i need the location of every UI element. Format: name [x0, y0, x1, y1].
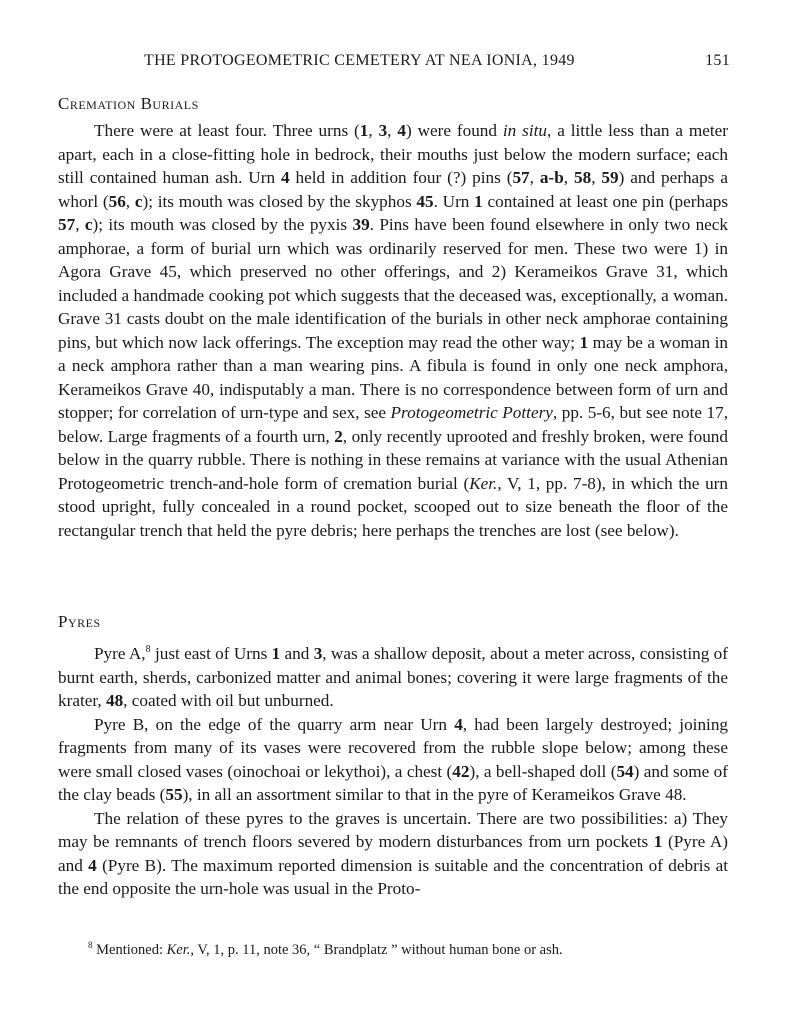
pyre-b-paragraph: Pyre B, on the edge of the quarry arm near Urn 4, had been largely destroyed; joining fragments from many of its vases were recovered from the rubble slope below; among these were small closed vases (oinochoai or lekythoi), a chest (42), a bell-shaped doll (54) and some of the clay beads (55), in all an assortment similar to that in the pyre of Kerameikos Grave 48. — [58, 714, 729, 804]
pyres-section — [58, 642, 728, 901]
section-heading-pyres: Pyres — [58, 612, 101, 631]
pyre-a-paragraph: Pyre A,$^8$ just east of Urns 1 and 3, was a shallow deposit, about a meter across, consisting of burnt earth, sherds, carbonized matter and animal bones; covering it were large fragments of the krater, 48, coated with oil but unburned. — [58, 644, 728, 710]
section-heading-cremation-burials: Cremation Burials — [58, 94, 199, 113]
page-number: 151 — [705, 52, 730, 69]
footnote-number: 8 — [88, 940, 93, 950]
pyre-relation-paragraph: The relation of these pyres to the graves is uncertain. There are two possibilities: a) They may be remnants of trench floors severed by modern disturbances from urn pockets 1 (Pyre A) and 4 (Pyre B). The maximum reported dimension is suitable and the concentration of debris at the end opposite the urn-hole was usual in the Proto- — [58, 808, 728, 898]
running-header — [60, 52, 730, 76]
footnote: $^8$ Mentioned: Ker., V, 1, p. 11, note 36, “ Brandplatz ” without human bone or ash. — [88, 940, 563, 958]
footnote-ref: 8 — [145, 644, 151, 655]
running-title: THE PROTOGEOMETRIC CEMETERY AT NEA IONIA, 1949 — [144, 52, 575, 69]
cremation-section — [58, 119, 728, 542]
cremation-paragraph: There were at least four. Three urns (1, 3, 4) were found in situ, a little less than a meter apart, each in a close-fitting hole in bedrock, their mouths just below the modern surface; each still contained human ash. Urn 4 held in addition four (?) pins (57, a-b, 58, 59) and perhaps a whorl (56, c); its mouth was closed by the skyphos 45. Urn 1 contained at least one pin (perhaps 57, c); its mouth was closed by the pyxis 39. Pins have been found elsewhere in only two neck amphorae, a form of burial urn which was ordinarily reserved for men. These two were 1) in Agora Grave 45, which preserved no other offerings, and 2) Kerameikos Grave 31, which included a handmade cooking pot which suggests that the deceased was, exceptionally, a woman. Grave 31 casts doubt on the male identification of the burials in other neck amphorae containing pins, but which now lack offerings. The exception may read the other way; 1 may be a woman in a neck amphora rather than a man wearing pins. A fibula is found in only one neck amphora, Kerameikos Grave 40, indisputably a man. There is no correspondence between form of urn and stopper; for correlation of urn-type and sex, see Protogeometric Pottery, pp. 5-6, but see note 17, below. Large fragments of a fourth urn, 2, only recently uprooted and freshly broken, were found below in the quarry rubble. There is nothing in these remains at variance with the usual Athenian Protogeometric trench-and-hole form of cremation burial (Ker., V, 1, pp. 7-8), in which the urn stood upright, fully concealed in a round pocket, scooped out to size beneath the floor of the rectangular trench that held the pyre debris; here perhaps the trenches are lost (see below). — [58, 121, 729, 540]
